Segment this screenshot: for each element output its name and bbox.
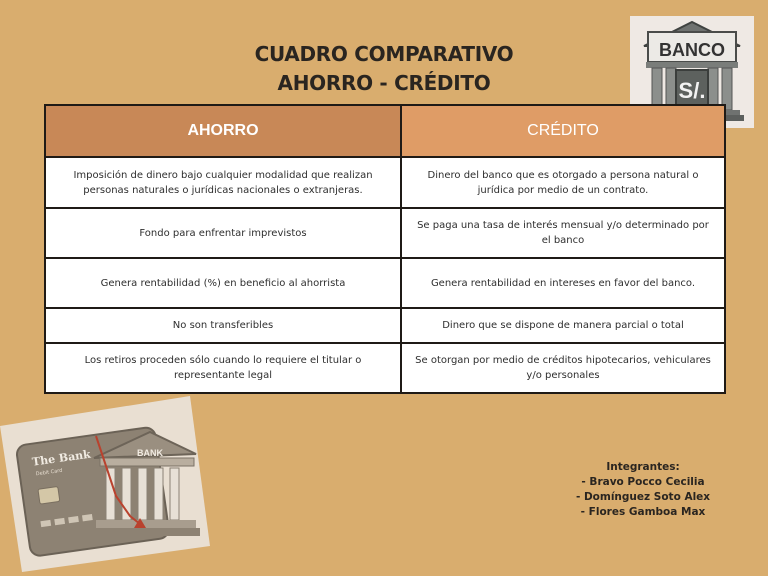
column-header-ahorro: AHORRO (45, 105, 401, 157)
building-sign-text: BANK (137, 448, 163, 458)
table-cell-credito: Se otorgan por medio de créditos hipotecarios, vehiculares y/o personales (401, 343, 725, 393)
table-row (45, 343, 725, 393)
members-heading: Integrantes: (606, 461, 680, 473)
table-cell-credito: Genera rentabilidad en intereses en favor del banco. (401, 258, 725, 308)
table-row (45, 258, 725, 308)
page-title (230, 40, 538, 98)
table-cell-credito: Dinero del banco que es otorgado a persona natural o jurídica por medio de un contrato. (401, 157, 725, 208)
table-cell-ahorro: No son transferibles (45, 308, 401, 343)
logo-text: BANCO (659, 40, 725, 60)
table-row (45, 157, 725, 208)
members-block (560, 460, 726, 520)
table-header-row (45, 105, 725, 157)
logo-sign-text: S/. (678, 78, 706, 103)
table-row (45, 208, 725, 258)
table-cell-ahorro: Imposición de dinero bajo cualquier modalidad que realizan personas naturales o jurídicas nacionales o extranjeras. (45, 157, 401, 208)
column-header-credito: CRÉDITO (401, 105, 725, 157)
table-cell-ahorro: Fondo para enfrentar imprevistos (45, 208, 401, 258)
title-line-2: AHORRO - CRÉDITO (277, 71, 491, 95)
table-cell-credito: Dinero que se dispone de manera parcial o total (401, 308, 725, 343)
card-brand-text: The Bank (31, 447, 92, 469)
member-name: - Flores Gamboa Max (580, 506, 706, 518)
bank-card-illustration (0, 396, 210, 572)
table-cell-ahorro: Los retiros proceden sólo cuando lo requiere el titular o representante legal (45, 343, 401, 393)
chip-icon (38, 486, 60, 504)
member-name: - Bravo Pocco Cecilia (581, 476, 705, 488)
table-row (45, 308, 725, 343)
credit-card-bank-icon (0, 396, 210, 572)
table-cell-credito: Se paga una tasa de interés mensual y/o determinado por el banco (401, 208, 725, 258)
table-cell-ahorro: Genera rentabilidad (%) en beneficio al ahorrista (45, 258, 401, 308)
card-sub-text: Debit Card (35, 467, 63, 478)
comparison-table (44, 104, 726, 394)
title-line-1: CUADRO COMPARATIVO (254, 42, 514, 66)
member-name: - Domínguez Soto Alex (575, 491, 711, 503)
